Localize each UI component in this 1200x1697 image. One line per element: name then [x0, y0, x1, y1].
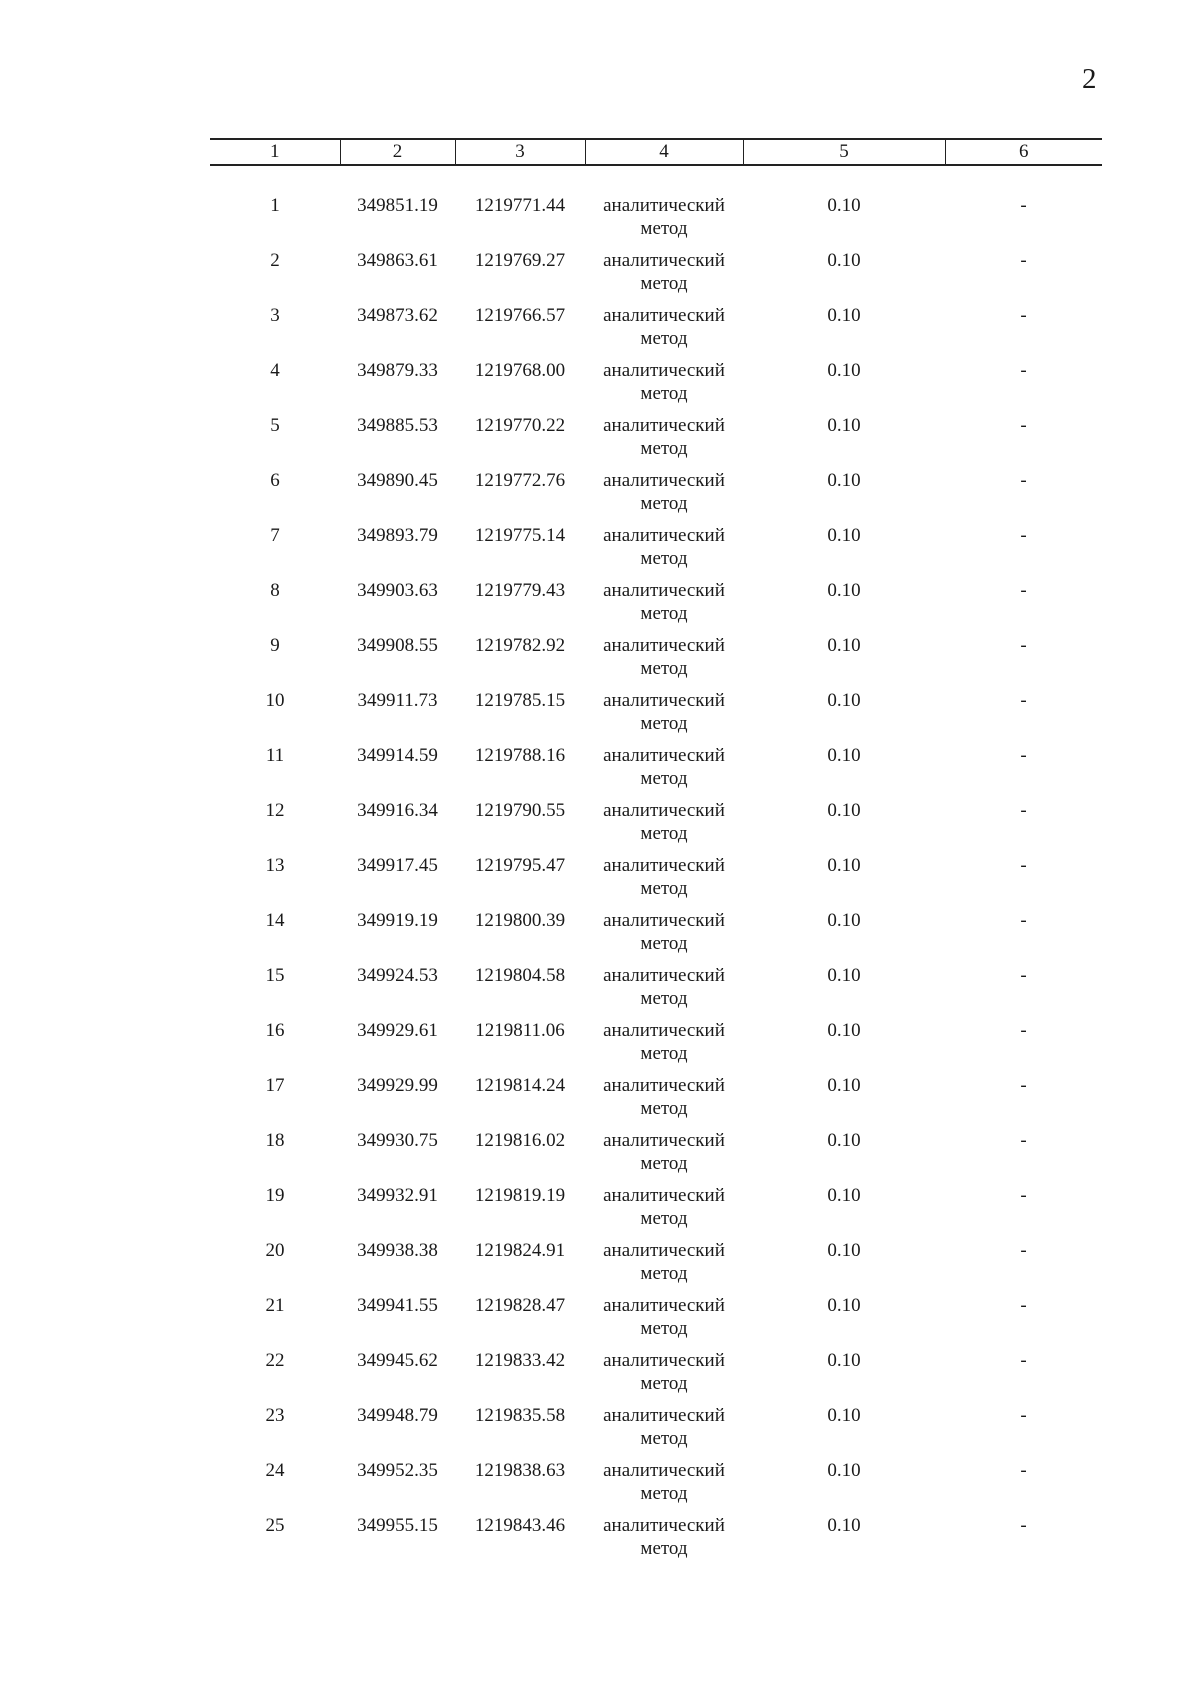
method-line-1: аналитический — [603, 690, 725, 711]
x-coordinate-cell: 349851.19 — [357, 195, 438, 216]
note-cell: - — [1020, 470, 1027, 491]
x-coordinate-cell: 349916.34 — [357, 800, 438, 821]
x-coordinate-cell: 349930.75 — [357, 1130, 438, 1151]
table-row — [210, 1404, 1102, 1459]
column-header-2: 2 — [340, 139, 455, 165]
x-coordinate-cell: 349919.19 — [357, 910, 438, 931]
table-row — [210, 1514, 1102, 1569]
x-coordinate-cell: 349893.79 — [357, 525, 438, 546]
method-cell — [585, 854, 743, 909]
note-cell: - — [1020, 1075, 1027, 1096]
table-row — [210, 579, 1102, 634]
y-coordinate-cell: 1219771.44 — [474, 195, 566, 216]
x-coordinate-cell: 349941.55 — [357, 1295, 438, 1316]
point-number-cell: 18 — [265, 1130, 285, 1151]
accuracy-cell: 0.10 — [827, 1020, 861, 1041]
table-row — [210, 1019, 1102, 1074]
y-coordinate-cell: 1219838.63 — [474, 1460, 566, 1481]
note-cell: - — [1020, 1295, 1027, 1316]
accuracy-cell: 0.10 — [827, 965, 861, 986]
point-number-cell: 9 — [270, 635, 280, 656]
method-line-1: аналитический — [603, 580, 725, 601]
accuracy-cell: 0.10 — [827, 305, 861, 326]
method-line-1: аналитический — [603, 910, 725, 931]
method-cell — [585, 1184, 743, 1239]
method-cell — [585, 1239, 743, 1294]
note-cell: - — [1020, 1460, 1027, 1481]
accuracy-cell: 0.10 — [827, 1075, 861, 1096]
method-line-2: метод — [640, 383, 688, 404]
x-coordinate-cell: 349879.33 — [357, 360, 438, 381]
method-line-2: метод — [640, 878, 688, 899]
accuracy-cell: 0.10 — [827, 195, 861, 216]
point-number-cell: 13 — [265, 855, 285, 876]
y-coordinate-cell: 1219800.39 — [474, 910, 566, 931]
point-number-cell: 23 — [265, 1405, 285, 1426]
y-coordinate-cell: 1219772.76 — [474, 470, 566, 491]
method-line-2: метод — [640, 1263, 688, 1284]
method-cell — [585, 1129, 743, 1184]
x-coordinate-cell: 349955.15 — [357, 1515, 438, 1536]
method-line-1: аналитический — [603, 305, 725, 326]
method-line-2: метод — [640, 1098, 688, 1119]
point-number-cell: 11 — [265, 745, 285, 766]
method-line-1: аналитический — [603, 800, 725, 821]
method-line-1: аналитический — [603, 1240, 725, 1261]
table-header-row — [210, 139, 1102, 165]
method-cell — [585, 359, 743, 414]
table-body — [210, 165, 1102, 1569]
accuracy-cell: 0.10 — [827, 910, 861, 931]
y-coordinate-cell: 1219769.27 — [474, 250, 566, 271]
note-cell: - — [1020, 415, 1027, 436]
y-coordinate-cell: 1219785.15 — [474, 690, 566, 711]
note-cell: - — [1020, 690, 1027, 711]
x-coordinate-cell: 349908.55 — [357, 635, 438, 656]
method-line-2: метод — [640, 823, 688, 844]
method-cell — [585, 524, 743, 579]
method-line-2: метод — [640, 1208, 688, 1229]
method-line-1: аналитический — [603, 1405, 725, 1426]
table-row — [210, 524, 1102, 579]
x-coordinate-cell: 349924.53 — [357, 965, 438, 986]
method-line-1: аналитический — [603, 855, 725, 876]
accuracy-cell: 0.10 — [827, 360, 861, 381]
method-line-1: аналитический — [603, 360, 725, 381]
method-line-1: аналитический — [603, 965, 725, 986]
point-number-cell: 8 — [270, 580, 280, 601]
x-coordinate-cell: 349952.35 — [357, 1460, 438, 1481]
method-line-2: метод — [640, 988, 688, 1009]
table-row — [210, 469, 1102, 524]
method-line-1: аналитический — [603, 415, 725, 436]
column-header-6: 6 — [945, 139, 1102, 165]
coordinates-table — [210, 138, 1102, 1569]
method-line-2: метод — [640, 438, 688, 459]
note-cell: - — [1020, 195, 1027, 216]
note-cell: - — [1020, 305, 1027, 326]
point-number-cell: 20 — [265, 1240, 285, 1261]
method-cell — [585, 964, 743, 1019]
accuracy-cell: 0.10 — [827, 1350, 861, 1371]
table-row — [210, 964, 1102, 1019]
method-line-2: метод — [640, 713, 688, 734]
column-header-4: 4 — [585, 139, 743, 165]
table-row — [210, 359, 1102, 414]
y-coordinate-cell: 1219843.46 — [474, 1515, 566, 1536]
accuracy-cell: 0.10 — [827, 800, 861, 821]
method-cell — [585, 1459, 743, 1514]
method-line-2: метод — [640, 1043, 688, 1064]
x-coordinate-cell: 349903.63 — [357, 580, 438, 601]
point-number-cell: 3 — [270, 305, 280, 326]
y-coordinate-cell: 1219816.02 — [474, 1130, 566, 1151]
y-coordinate-cell: 1219782.92 — [474, 635, 566, 656]
y-coordinate-cell: 1219790.55 — [474, 800, 566, 821]
note-cell: - — [1020, 1240, 1027, 1261]
method-line-2: метод — [640, 493, 688, 514]
y-coordinate-cell: 1219814.24 — [474, 1075, 566, 1096]
y-coordinate-cell: 1219835.58 — [474, 1405, 566, 1426]
method-cell — [585, 634, 743, 689]
accuracy-cell: 0.10 — [827, 1130, 861, 1151]
method-cell — [585, 579, 743, 634]
table-row — [210, 744, 1102, 799]
method-line-1: аналитический — [603, 1075, 725, 1096]
note-cell: - — [1020, 1405, 1027, 1426]
accuracy-cell: 0.10 — [827, 855, 861, 876]
y-coordinate-cell: 1219788.16 — [474, 745, 566, 766]
note-cell: - — [1020, 1185, 1027, 1206]
accuracy-cell: 0.10 — [827, 1460, 861, 1481]
page-number: 2 — [1082, 63, 1097, 95]
point-number-cell: 17 — [265, 1075, 285, 1096]
accuracy-cell: 0.10 — [827, 745, 861, 766]
method-cell — [585, 689, 743, 744]
x-coordinate-cell: 349948.79 — [357, 1405, 438, 1426]
accuracy-cell: 0.10 — [827, 1405, 861, 1426]
accuracy-cell: 0.10 — [827, 1515, 861, 1536]
x-coordinate-cell: 349911.73 — [357, 690, 438, 711]
accuracy-cell: 0.10 — [827, 1295, 861, 1316]
point-number-cell: 19 — [265, 1185, 285, 1206]
method-line-2: метод — [640, 768, 688, 789]
note-cell: - — [1020, 910, 1027, 931]
method-line-2: метод — [640, 933, 688, 954]
accuracy-cell: 0.10 — [827, 1185, 861, 1206]
table-row — [210, 854, 1102, 909]
method-line-2: метод — [640, 1428, 688, 1449]
table-row — [210, 1074, 1102, 1129]
table-row — [210, 1239, 1102, 1294]
accuracy-cell: 0.10 — [827, 525, 861, 546]
point-number-cell: 21 — [265, 1295, 285, 1316]
accuracy-cell: 0.10 — [827, 1240, 861, 1261]
accuracy-cell: 0.10 — [827, 415, 861, 436]
method-line-1: аналитический — [603, 195, 725, 216]
y-coordinate-cell: 1219775.14 — [474, 525, 566, 546]
x-coordinate-cell: 349917.45 — [357, 855, 438, 876]
note-cell: - — [1020, 965, 1027, 986]
x-coordinate-cell: 349945.62 — [357, 1350, 438, 1371]
method-line-2: метод — [640, 548, 688, 569]
note-cell: - — [1020, 250, 1027, 271]
y-coordinate-cell: 1219766.57 — [474, 305, 566, 326]
point-number-cell: 14 — [265, 910, 285, 931]
method-cell — [585, 304, 743, 359]
method-line-2: метод — [640, 218, 688, 239]
method-line-1: аналитический — [603, 1515, 725, 1536]
method-line-1: аналитический — [603, 250, 725, 271]
x-coordinate-cell: 349890.45 — [357, 470, 438, 491]
method-cell — [585, 469, 743, 524]
table-row — [210, 634, 1102, 689]
note-cell: - — [1020, 1130, 1027, 1151]
method-cell — [585, 1349, 743, 1404]
x-coordinate-cell: 349885.53 — [357, 415, 438, 436]
method-line-2: метод — [640, 1373, 688, 1394]
point-number-cell: 2 — [270, 250, 280, 271]
y-coordinate-cell: 1219811.06 — [475, 1020, 565, 1041]
method-cell — [585, 1294, 743, 1349]
point-number-cell: 22 — [265, 1350, 285, 1371]
method-cell — [585, 1514, 743, 1569]
y-coordinate-cell: 1219779.43 — [474, 580, 566, 601]
method-cell — [585, 909, 743, 964]
method-cell — [585, 1019, 743, 1074]
note-cell: - — [1020, 800, 1027, 821]
note-cell: - — [1020, 1020, 1027, 1041]
method-line-2: метод — [640, 1153, 688, 1174]
method-line-2: метод — [640, 273, 688, 294]
method-cell — [585, 414, 743, 469]
y-coordinate-cell: 1219770.22 — [474, 415, 566, 436]
point-number-cell: 16 — [265, 1020, 285, 1041]
method-cell — [585, 1404, 743, 1459]
point-number-cell: 24 — [265, 1460, 285, 1481]
table-row — [210, 194, 1102, 249]
method-line-1: аналитический — [603, 470, 725, 491]
y-coordinate-cell: 1219804.58 — [474, 965, 566, 986]
y-coordinate-cell: 1219768.00 — [474, 360, 566, 381]
note-cell: - — [1020, 635, 1027, 656]
column-header-3: 3 — [455, 139, 585, 165]
method-line-1: аналитический — [603, 635, 725, 656]
method-line-1: аналитический — [603, 525, 725, 546]
x-coordinate-cell: 349929.61 — [357, 1020, 438, 1041]
method-line-1: аналитический — [603, 745, 725, 766]
method-cell — [585, 1074, 743, 1129]
table-row — [210, 1459, 1102, 1514]
x-coordinate-cell: 349929.99 — [357, 1075, 438, 1096]
point-number-cell: 1 — [270, 195, 280, 216]
note-cell: - — [1020, 360, 1027, 381]
point-number-cell: 5 — [270, 415, 280, 436]
y-coordinate-cell: 1219795.47 — [474, 855, 566, 876]
accuracy-cell: 0.10 — [827, 250, 861, 271]
accuracy-cell: 0.10 — [827, 635, 861, 656]
point-number-cell: 7 — [270, 525, 280, 546]
note-cell: - — [1020, 855, 1027, 876]
y-coordinate-cell: 1219819.19 — [474, 1185, 566, 1206]
method-cell — [585, 744, 743, 799]
method-line-2: метод — [640, 1318, 688, 1339]
note-cell: - — [1020, 525, 1027, 546]
table-row — [210, 1294, 1102, 1349]
table-row — [210, 1184, 1102, 1239]
note-cell: - — [1020, 580, 1027, 601]
table-row — [210, 799, 1102, 854]
y-coordinate-cell: 1219833.42 — [474, 1350, 566, 1371]
x-coordinate-cell: 349938.38 — [357, 1240, 438, 1261]
table-row — [210, 909, 1102, 964]
method-line-1: аналитический — [603, 1350, 725, 1371]
method-line-2: метод — [640, 1483, 688, 1504]
note-cell: - — [1020, 1515, 1027, 1536]
accuracy-cell: 0.10 — [827, 690, 861, 711]
note-cell: - — [1020, 1350, 1027, 1371]
table-row — [210, 1349, 1102, 1404]
method-line-1: аналитический — [603, 1295, 725, 1316]
point-number-cell: 15 — [265, 965, 285, 986]
x-coordinate-cell: 349932.91 — [357, 1185, 438, 1206]
method-cell — [585, 249, 743, 304]
method-line-1: аналитический — [603, 1460, 725, 1481]
y-coordinate-cell: 1219828.47 — [474, 1295, 566, 1316]
accuracy-cell: 0.10 — [827, 580, 861, 601]
method-line-2: метод — [640, 328, 688, 349]
method-cell — [585, 799, 743, 854]
header-spacer — [210, 165, 1102, 194]
method-line-2: метод — [640, 658, 688, 679]
accuracy-cell: 0.10 — [827, 470, 861, 491]
method-line-1: аналитический — [603, 1130, 725, 1151]
column-header-5: 5 — [743, 139, 945, 165]
x-coordinate-cell: 349914.59 — [357, 745, 438, 766]
method-line-1: аналитический — [603, 1185, 725, 1206]
table-row — [210, 249, 1102, 304]
method-cell — [585, 194, 743, 249]
x-coordinate-cell: 349873.62 — [357, 305, 438, 326]
point-number-cell: 25 — [265, 1515, 285, 1536]
table-row — [210, 414, 1102, 469]
column-header-1: 1 — [210, 139, 340, 165]
x-coordinate-cell: 349863.61 — [357, 250, 438, 271]
note-cell: - — [1020, 745, 1027, 766]
y-coordinate-cell: 1219824.91 — [474, 1240, 566, 1261]
point-number-cell: 12 — [265, 800, 285, 821]
table-row — [210, 304, 1102, 359]
method-line-1: аналитический — [603, 1020, 725, 1041]
point-number-cell: 10 — [265, 690, 285, 711]
point-number-cell: 4 — [270, 360, 280, 381]
table-row — [210, 689, 1102, 744]
method-line-2: метод — [640, 603, 688, 624]
point-number-cell: 6 — [270, 470, 280, 491]
method-line-2: метод — [640, 1538, 688, 1559]
table-row — [210, 1129, 1102, 1184]
